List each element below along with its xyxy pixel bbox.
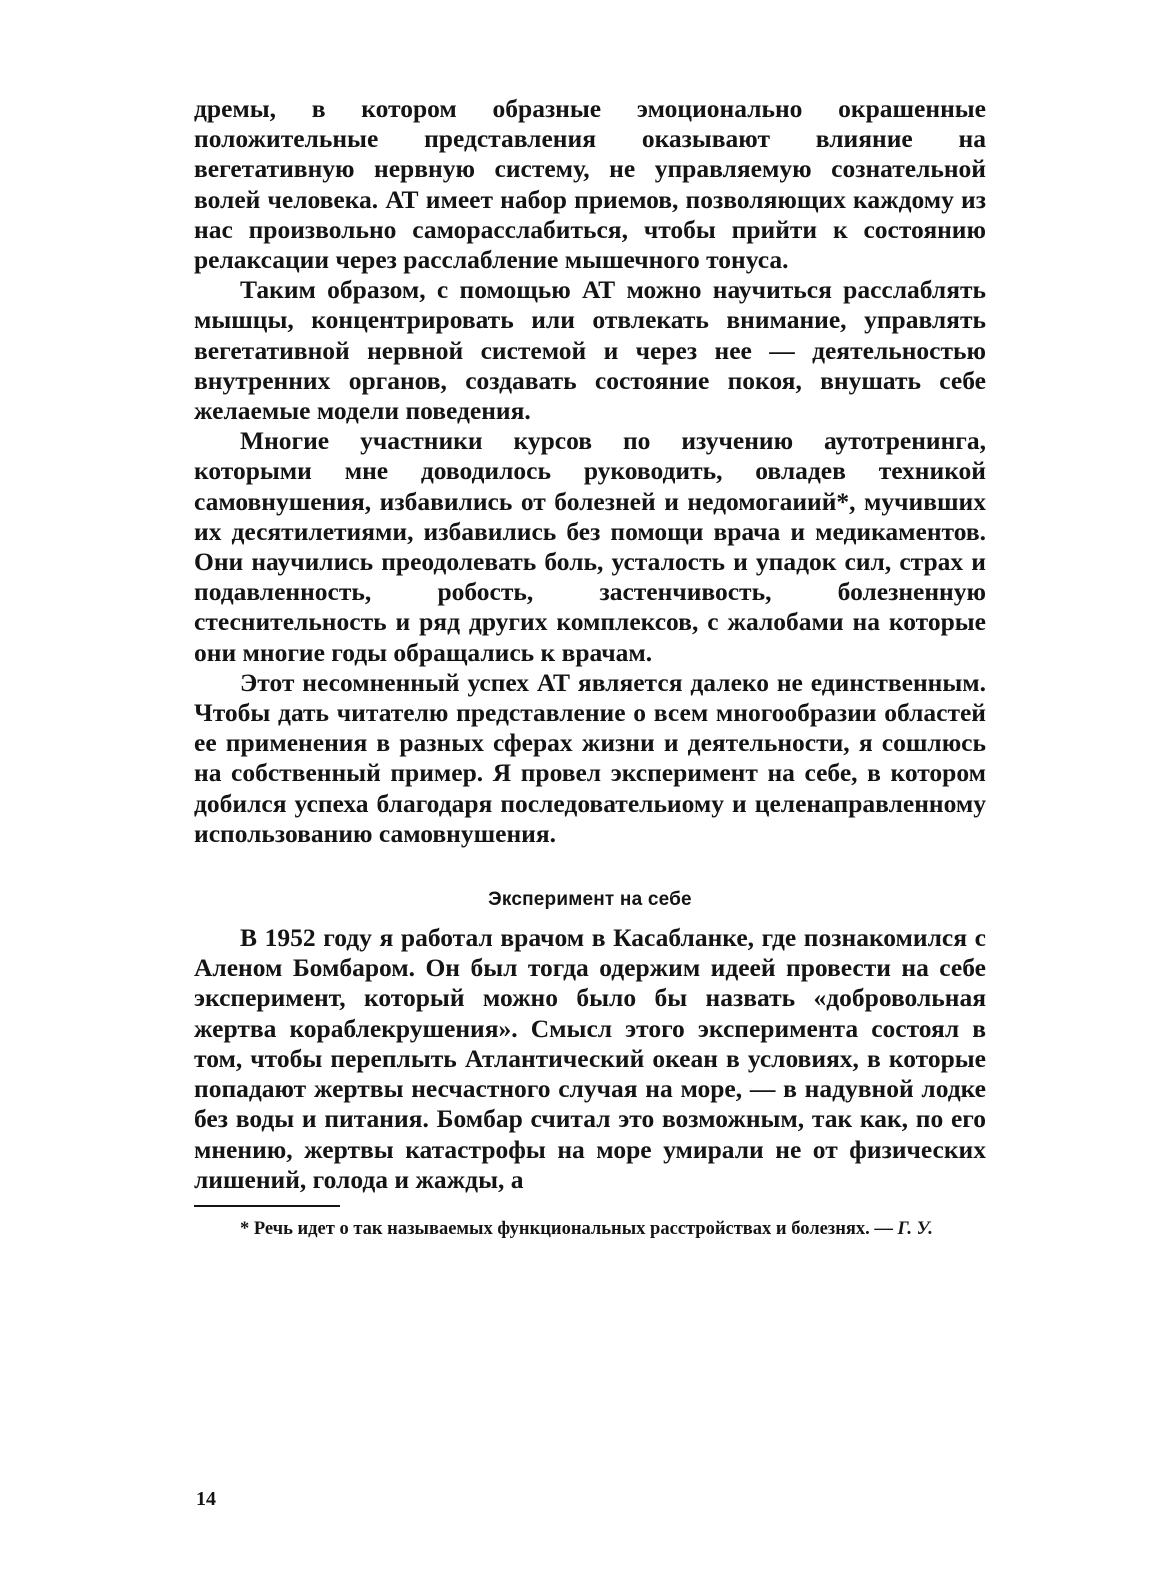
footnote	[194, 1217, 986, 1242]
page-number: 14	[196, 1488, 216, 1510]
paragraph-2: Таким образом, с помощью АТ можно научиться расслаблять мышцы, концентрировать или отвлекать внимание, управлять вегетативной нервной системой и через нее — деятельностью внутренних органов, создавать состояние покоя, внушать себе желаемые модели поведения.	[194, 275, 986, 426]
page-body	[194, 94, 986, 1242]
paragraph-4: Этот несомненный успех АТ является далеко не единственным. Чтобы дать читателю представление о всем многообразии областей ее применения в разных сферах жизни и деятельности, я сошлюсь на собственный пример. Я провел эксперимент на себе, в котором добился успеха благодаря последовательиому и целенаправленному использованию самовнушения.	[194, 667, 986, 848]
section-heading: Эксперимент на себе	[488, 889, 692, 911]
footnote-text: * Речь идет о так называемых функциональных расстройствах и болезнях. —	[240, 1218, 898, 1239]
paragraph-1: дремы, в котором образные эмоционально окрашенные положительные представления оказывают влияние на вегетативную нервную систему, не управляемую сознательной волей человека. АТ имеет набор приемов, позволяющих каждому из нас произвольно саморасслабиться, чтобы прийти к состоянию релаксации через расслабление мышечного тонуса.	[194, 94, 986, 275]
footnote-divider	[194, 1205, 340, 1207]
section-paragraph: В 1952 году я работал врачом в Касабланке, где познакомился с Аленом Бомбаром. Он был тогда одержим идеей провести на себе эксперимент, который можно было бы назвать «добровольная жертва кораблекрушения». Смысл этого эксперимента состоял в том, чтобы переплыть Атлантический океан в условиях, в которые попадают жертвы несчастного случая на море, — в надувной лодке без воды и питания. Бомбар считал это возможным, так как, по его мнению, жертвы катастрофы на море умирали не от физических лишений, голода и жажды, а	[194, 923, 986, 1194]
paragraph-3: Многие участники курсов по изучению аутотренинга, которыми мне доводилось руководить, овладев техникой самовнушения, избавились от болезней и недомогаиий*, мучивших их десятилетиями, избавились без помощи врача и медикаментов. Они научились преодолевать боль, усталость и упадок сил, страх и подавленность, робость, застенчивость, болезненную стеснительность и ряд других комплексов, с жалобами на которые они многие годы обращались к врачам.	[194, 426, 986, 667]
footnote-signature: Г. У.	[897, 1218, 933, 1239]
